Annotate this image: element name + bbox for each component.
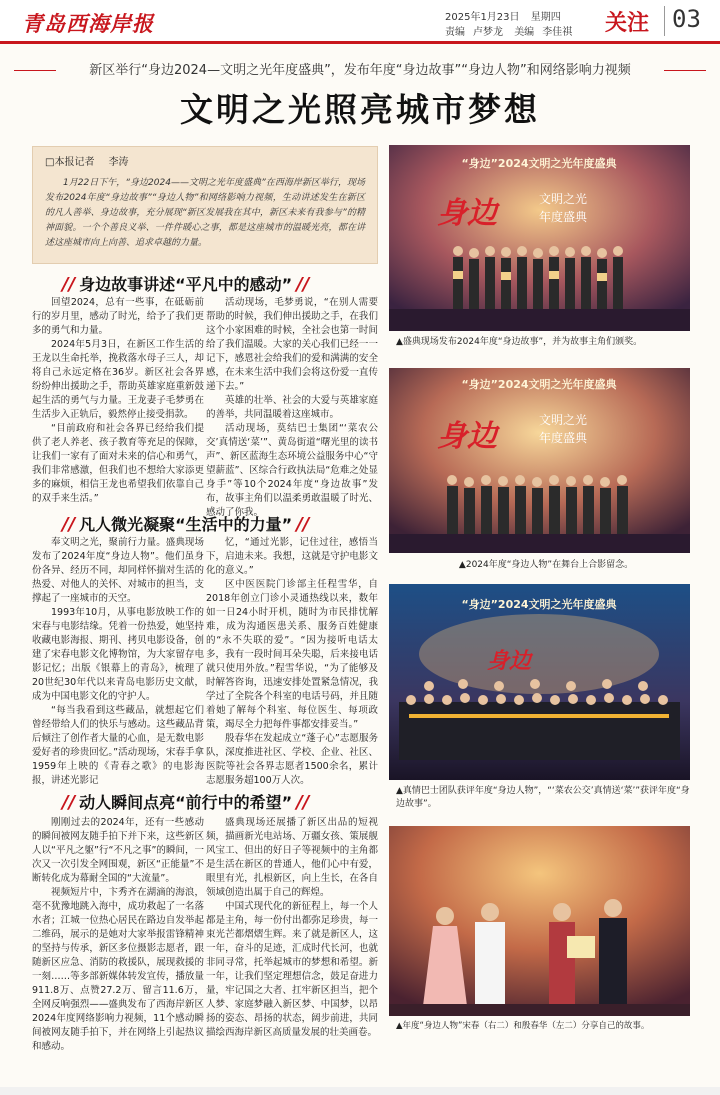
paragraph: 殷春华在发起成立“蓬子心”志愿服务队，深度推进社区、学校、企业、社区、医院等社会各界志愿者1500余名，累计志愿服务超100万人次。 xyxy=(206,733,378,786)
page-footer xyxy=(0,1087,720,1095)
photo-caption-3: ▲真情巴士团队获评年度“身边人物”，“‘菜农公交’真情送‘菜’”获评年度“身边故事”。 xyxy=(396,786,690,809)
stage-banner: “身边”2024文明之光年度盛典 xyxy=(461,598,617,611)
stage-tagline-1: 文明之光 xyxy=(539,192,588,206)
section-title-text: 身边故事讲述“平凡中的感动” xyxy=(79,275,293,294)
section-2-column-2 xyxy=(206,536,378,784)
paragraph: 中国式现代化的新征程上，每一个人都是主角，每一份付出都弥足珍贵，每一束光芒都熠熠生辉。来了就是新区人，这一年，奋斗的足迹，汇成时代长河，也就非同寻常，托举起城市的梦想和希望。新一年，让我们坚定理想信念，鼓足奋进力量，牢记国之大者、扛牢新区担当，把个人梦、家庭梦融入新区梦、中国梦，以昂扬的姿态、昂扬的状态，阔步前进，共同描绘西海岸新区高质量发展的壮美画卷。 xyxy=(206,901,378,1038)
bus-team-group xyxy=(399,702,680,760)
section-1-column-1 xyxy=(32,296,204,508)
editor-credits xyxy=(445,23,580,38)
photo-bus-team xyxy=(389,584,690,780)
section-1-column-2 xyxy=(206,296,378,518)
paragraph: 视频短片中，卞秀齐在湖滴的海浪，毫不犹豫地跳入海中，成功救起了一名落水者；江城一位热心居民在路边自发举起二维码，展示的是她对大家举报雷锋精神的坚持与传承，新区多位摄影志愿者，跟随新区应急、消防的救援队，展现救援的一刻……等多部新媒体转发宣传，播放量911.8万、点赞27.2万、留言11.6万，全网反响强烈——盛典发布了西海岸新区2024年度网络影响力视频，11个感动瞬间被网友随手拍下，并在网络上引起热议和感动。 xyxy=(32,887,204,1052)
paragraph: “每当我看到这些藏品，就想起它们曾经带给人们的快乐与感动。这些藏品背后倾注了创作者大量的心血，是无数电影爱好者的珍贵回忆。”活动现场，宋春手拿1959年上映的《青春之歌》的电影海报，讲述光影记 xyxy=(32,705,204,786)
page-header xyxy=(0,0,720,44)
stage-banner: “身边”2024文明之光年度盛典 xyxy=(461,378,617,391)
paragraph: “目前政府和社会各界已经给我们提供了老人养老、孩子教育等充足的保障，让我们一家有了面对未来的信心和勇气，我们非常感激，但我们也不想给大家添更多的麻烦，相信王龙也希望我们依靠自己的双手来生活。” xyxy=(32,423,204,504)
photo-caption-1: ▲盛典现场发布2024年度“身边故事”，并为故事主角们颁奖。 xyxy=(396,337,643,347)
subhead-rule-left xyxy=(14,70,56,71)
photo-caption-4: ▲年度“身边人物”宋春（右二）和殷春华（左二）分享自己的故事。 xyxy=(396,1021,650,1031)
stage-tagline-2: 年度盛典 xyxy=(539,210,588,224)
stage-tagline-2: 年度盛典 xyxy=(539,431,588,445)
stage-banner: “身边”2024文明之光年度盛典 xyxy=(461,157,617,170)
issue-date-line xyxy=(445,8,569,23)
section-title-1: // 身边故事讲述“平凡中的感动” // xyxy=(62,274,310,295)
paragraph: 刚刚过去的2024年，还有一些感动的瞬间被网友随手拍下并下来，这些新区人以“平凡之躯”行“不凡之事”的瞬间，一次又一次引发全网围观，新区“正能量”不断转化成为幕耐全国的“大流量”。 xyxy=(32,817,204,884)
designer-label: 美编 xyxy=(514,27,535,38)
byline-name: 李涛 xyxy=(108,157,129,168)
lead-box xyxy=(32,146,378,264)
designer-name: 李佳祺 xyxy=(542,27,573,38)
issue-date: 2025年1月23日 xyxy=(445,12,520,23)
paragraph: 盛典现场还展播了新区出品的短视频，描画新光电站场、万疆女孩、策展舰风宝工、但出的好日子等视频中的主角都是生活在新区的普通人，他们心中有爱，眼里有光，扎根新区，向上生长，在各自领域创造出属于自己的辉煌。 xyxy=(206,817,378,898)
paragraph: 1993年10月，从事电影放映工作的宋春与电影结缘。凭着一份热爱，她坚持收藏电影海报、期刊、拷贝电影设备，创建了宋春电影文化博物馆，为大家留存电影记忆；出版《银幕上的青岛》，梳理了20世纪30年代以来青岛电影历史文献，成为中国电影文化的守护人。 xyxy=(32,607,204,702)
subheadline: 新区举行“身边2024—文明之光年度盛典”，发布年度“身边故事”“身边人物”和网络影响力视频 xyxy=(89,63,631,78)
photo-ceremony-people xyxy=(389,368,690,553)
byline-label: □本报记者 xyxy=(45,157,95,168)
headline: 文明之光照亮城市梦想 xyxy=(180,90,540,129)
section-name: 关注 xyxy=(605,11,650,36)
byline xyxy=(45,153,365,168)
issue-weekday: 星期四 xyxy=(530,12,561,23)
section-3-column-1 xyxy=(32,816,204,1080)
paragraph: 活动现场，莫结巴士集团“‘菜农公交’真情送‘菜’”、黄岛街道“曙光里的读书声”、新区蓝海生态环境公益服务中心“守望薪蓝”、区综合行政执法局“危难之处显身手”等10个2024年度“身边故事”发布，故事主角们以温柔勇敢温暖了时光、感动了你我。 xyxy=(206,423,378,518)
stage-brand: 身边 xyxy=(437,419,497,454)
photo-caption-2: ▲2024年度“身边人物”在舞台上合影留念。 xyxy=(458,560,634,570)
section-title-text: 凡人微光凝聚“生活中的力量” xyxy=(79,515,293,534)
page-number: 03 xyxy=(672,5,701,33)
paragraph: 忆，“通过光影，记住过往，感悟当下，启迪未来。我想，这就是守护电影文化的意义。” xyxy=(206,537,378,576)
paragraph: 2024年5月3日，在新区工作生活的王龙以生命托举，挽救落水母子三人，却将自己永远定格在36岁。新区社会各界纷纷伸出援助之手，帮助英雄家庭重新鼓起生活的勇气与力量。王龙妻子毛梦勇在生活步入正轨后，毅然停止接受捐款。 xyxy=(32,339,204,420)
paragraph: 活动现场，毛梦勇说，“在别人需要帮助的时候，我们伸出援助之手，在我们这个小家困难的时候，全社会也第一时间给了我们温暖。大家的关心我们已经一一记下，感恩社会给我们的爱和满满的安全感，在未来生活中我们会将这份爱一直传递下去。” xyxy=(206,297,378,392)
paragraph: 奉文明之光，聚前行力量。盛典现场发布了2024年度“身边人物”。他们虽身份各异、经历不同，却同样怀揣对生活的热爱、对他人的关怀、对城市的担当，支撑起了一座城市的天空。 xyxy=(32,537,204,604)
stage-tagline-1: 文明之光 xyxy=(539,413,588,427)
section-title-text: 动人瞬间点亮“前行中的希望” xyxy=(79,793,293,812)
stage-brand: 身边 xyxy=(486,648,532,674)
masthead-logo: 青岛西海岸报 xyxy=(22,11,154,36)
divider xyxy=(664,6,665,36)
photo-people-sharing xyxy=(389,826,690,1016)
section-title-2: // 凡人微光凝聚“生活中的力量” // xyxy=(62,514,310,535)
section-3-column-2 xyxy=(206,816,378,1080)
stage-brand: 身边 xyxy=(437,196,497,231)
lead-paragraph: 1月22日下午，“身边2024——文明之光年度盛典”在西海岸新区举行，现场发布2024年度“身边故事”“身边人物”和网络影响力视频，生动讲述发生在新区的凡人善举、身边故事，充分展现“新区发展我在其中，新区未来有我参与”的精神面貌。一个个善良义举、一件件暖心之事，都是这座城市的温暖光亮，都在讲述这座城市向上向善、追求卓越的力量。 xyxy=(45,178,365,248)
paragraph: 英雄的壮举、社会的大爱与英雄家庭的善举，共同温暖着这座城市。 xyxy=(206,395,378,420)
paragraph: 区中医医院门诊部主任程雪华，自2018年创立门诊小灵通热线以来，数年如一日24小时开机，随时为市民排忧解难，成为沟通医患关系、服务百姓健康的“永不失联的爱”。“因为接听电话太多，我有一段时间耳朵失聪，后来接电话就只使用外放。”程雪华说，“为了能够及时解答咨询，迅速安排处置紧急情况，我学过了全院各个科室的电话号码，并且随着她了解每个科室、每位医生、每项政策，竭尽全力把每件事都安排妥当。” xyxy=(206,579,378,730)
editor-name: 卢梦龙 xyxy=(473,27,503,38)
section-2-column-1 xyxy=(32,536,204,784)
subhead-rule-right xyxy=(664,70,706,71)
editor-label: 责编 xyxy=(445,27,465,38)
photo-ceremony-stories xyxy=(389,145,690,331)
section-title-3: // 动人瞬间点亮“前行中的希望” // xyxy=(62,792,310,813)
paragraph: 回望2024，总有一些事，在砥砺前行的岁月里，感动了时光，给予了我们更多的勇气和力量。 xyxy=(32,297,204,336)
